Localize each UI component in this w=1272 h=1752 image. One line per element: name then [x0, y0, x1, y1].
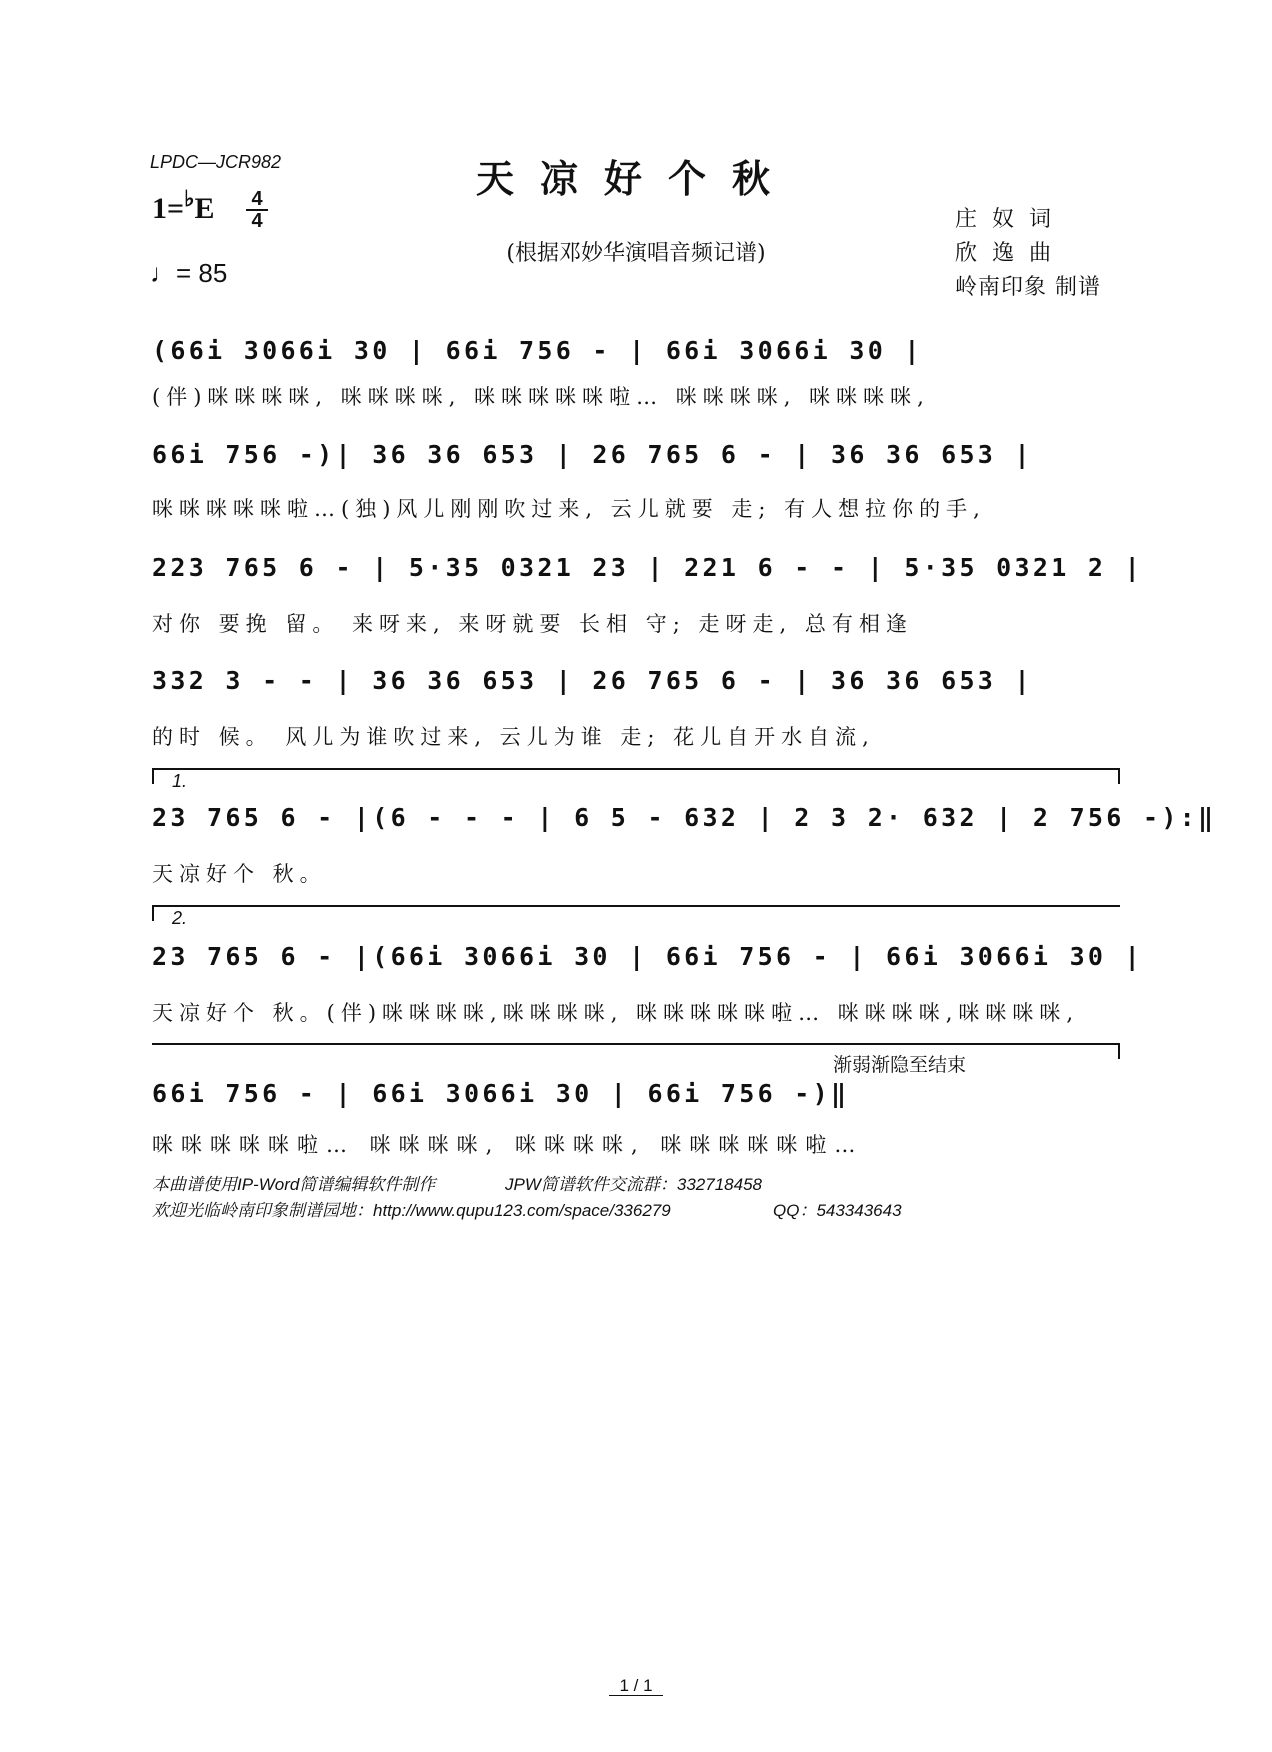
lyrics-line-4: 的时 候。 风儿为谁吹过来, 云儿为谁 走; 花儿自开水自流, — [152, 725, 875, 749]
page-number — [0, 1676, 1272, 1696]
notation-line-5: 23 765 6 - |(6 - - - | 6 5 - 632 | 2 3 2· 632 | 2 756 -):‖ — [152, 803, 1217, 832]
second-ending-bracket-left — [152, 905, 154, 921]
notation-line-3: 223 765 6 - | 5·35 0321 23 | 221 6 - - | 5·35 0321 2 | — [152, 553, 1143, 582]
first-ending-bracket-right — [1118, 768, 1120, 784]
second-ending-label: 2. — [172, 908, 188, 928]
time-signature-bottom: 4 — [251, 210, 263, 232]
notation-line-4: 332 3 - - | 36 36 653 | 26 765 6 - | 36 36 653 | — [152, 666, 1033, 695]
first-ending-label: 1. — [172, 771, 188, 791]
time-signature — [246, 190, 268, 230]
lyrics-line-6: 天凉好个 秋。(伴)咪咪咪咪,咪咪咪咪, 咪咪咪咪咪啦… 咪咪咪咪,咪咪咪咪, — [152, 1001, 1080, 1025]
page-number-text: 1 / 1 — [609, 1676, 662, 1696]
arranger-credit: 岭南印象 制谱 — [955, 275, 1101, 300]
tempo-marking: ♩= 85 — [150, 258, 228, 288]
lyrics-line-3: 对你 要挽 留。 来呀来, 来呀就要 长相 守; 走呀走, 总有相逢 — [152, 612, 913, 636]
first-ending-bracket — [152, 768, 1120, 770]
footer-qq-note: QQ：543343643 — [773, 1201, 902, 1220]
key-signature — [152, 186, 215, 226]
notation-line-6: 23 765 6 - |(66i 3066i 30 | 66i 756 - | 66i 3066i 30 | — [152, 942, 1143, 971]
document-code: LPDC—JCR982 — [150, 152, 282, 172]
key-letter: E — [194, 192, 215, 225]
song-title: 天凉好个秋 — [475, 156, 796, 201]
lyrics-line-7: 咪咪咪咪咪啦… 咪咪咪咪, 咪咪咪咪, 咪咪咪咪咪啦… — [152, 1133, 864, 1157]
ending-bracket — [152, 1043, 1120, 1045]
notation-line-1: (66i 3066i 30 | 66i 756 - | 66i 3066i 30 | — [152, 336, 923, 365]
ending-bracket-right — [1118, 1043, 1120, 1059]
footer-software-note: 本曲谱使用IP-Word简谱编辑软件制作 — [152, 1175, 436, 1194]
lyrics-line-5: 天凉好个 秋。 — [152, 862, 327, 886]
second-ending-bracket — [152, 905, 1120, 907]
flat-sign: ♭ — [184, 186, 195, 211]
lyrics-line-2: 咪咪咪咪咪啦…(独)风儿刚刚吹过来, 云儿就要 走; 有人想拉你的手, — [152, 497, 986, 521]
time-signature-top: 4 — [251, 188, 263, 210]
footer-website-note: 欢迎光临岭南印象制谱园地：http://www.qupu123.com/space/336279 — [152, 1201, 671, 1220]
composer-credit: 欣 逸 曲 — [955, 241, 1055, 266]
subtitle: (根据邓妙华演唱音频记谱) — [506, 241, 766, 266]
notation-line-2: 66i 756 -)| 36 36 653 | 26 765 6 - | 36 36 653 | — [152, 440, 1033, 469]
footer-group-note: JPW简谱软件交流群：332718458 — [505, 1175, 762, 1194]
lyricist-credit: 庄 奴 词 — [955, 207, 1055, 232]
dynamic-marking: 渐弱渐隐至结束 — [833, 1055, 967, 1076]
notation-line-7: 66i 756 - | 66i 3066i 30 | 66i 756 -)‖ — [152, 1079, 850, 1108]
first-ending-bracket-left — [152, 768, 154, 784]
key-prefix: 1= — [152, 192, 185, 225]
lyrics-line-1: (伴)咪咪咪咪, 咪咪咪咪, 咪咪咪咪咪啦… 咪咪咪咪, 咪咪咪咪, — [152, 385, 930, 409]
